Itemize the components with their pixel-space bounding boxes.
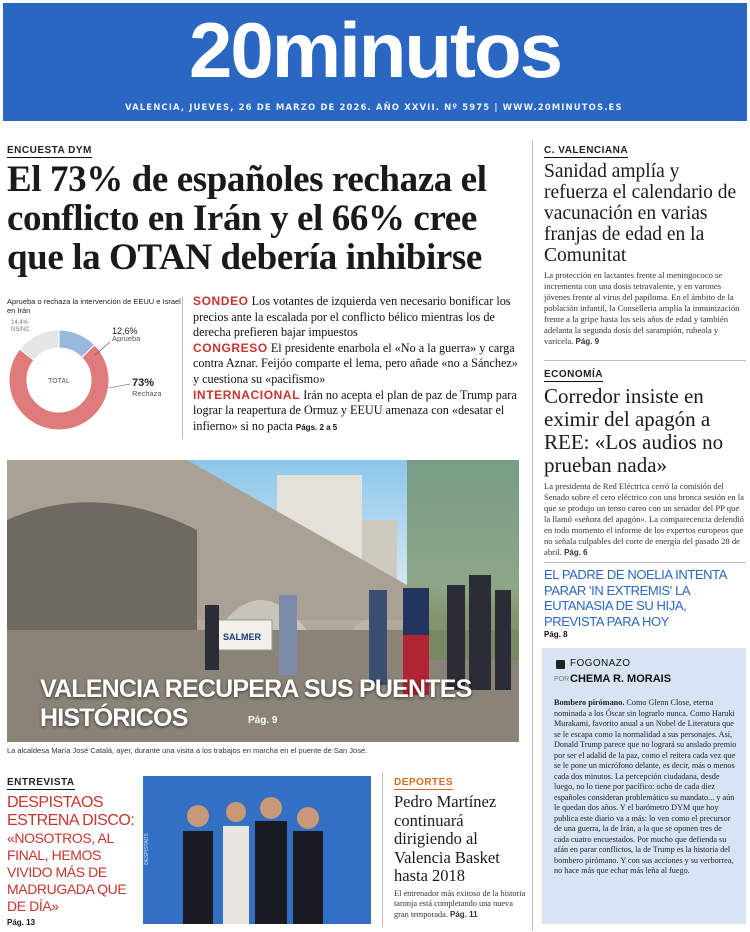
side-story-ree	[544, 360, 746, 558]
hero-page[interactable]: Pág. 9	[248, 715, 278, 726]
fogonazo-title: Bombero pirómano.	[554, 698, 625, 707]
fogonazo-por: POR	[554, 676, 570, 683]
fire-icon	[556, 660, 565, 669]
text-internacional: Irán no acepta el plan de paz de Trump para lograr la reapertura de Ormuz y EEUU amenaza con «desatar el infierno» si no pacta	[193, 387, 517, 433]
tag-sondeo: SONDEO	[193, 294, 249, 308]
deportes-kicker: DEPORTES	[394, 777, 454, 788]
side3-headline[interactable]: EL PADRE DE NOELIA INTENTA PARAR 'IN EXTREMIS' LA EUTANASIA DE SU HIJA, PREVISTA PARA HOY	[544, 567, 727, 629]
label-nsnc-value: 14,4%	[11, 320, 29, 326]
fogonazo-box	[542, 648, 746, 924]
lead-kicker-wrap	[7, 140, 92, 158]
hero-caption[interactable]: VALENCIA RECUPERA SUS PUENTES HISTÓRICOS	[40, 675, 472, 732]
fogonazo-author: CHEMA R. MORAIS	[570, 673, 672, 685]
chart-title: Aprueba o rechaza la intervención de EEUU e Israel en Irán	[7, 297, 181, 315]
band-photo-credit: DESPISTAOS	[143, 833, 150, 865]
side2-page[interactable]: Pág. 6	[564, 548, 588, 557]
lead-headline[interactable]: El 73% de españoles rechaza el conflicto en Irán y el 66% cree que la OTAN debería inhibirse	[7, 159, 487, 278]
side3-page[interactable]: Pág. 8	[544, 630, 568, 639]
chart-center-label: TOTAL	[48, 378, 70, 385]
side2-body	[544, 481, 746, 558]
newspaper-logo[interactable]: 20minutos	[188, 6, 562, 94]
side2-headline[interactable]: Corredor insiste en eximir del apagón a REE: «Los audios no prueban nada»	[544, 384, 724, 477]
text-congreso: El presidente enarbola el «No a la guerra» y carga contra Aznar. Feijóo comparte el lema, pero añade «no a Sánchez» y cuestiona su «pacifismo»	[193, 340, 518, 386]
fogonazo-label: FOGONAZO	[570, 658, 631, 669]
side2-body-text: La presidenta de Red Eléctrica cerró la comisión del Senado sobre el cero eléctrico con una bronca sesión en la que se produjo un tenso careo con un senador del PP que la llamó «señora del apagón». La comparecencia defendió en todo momento el informe de los expertos europeos que no señala culpables del corte de energía del pasado 28 de abril.	[544, 481, 744, 557]
tag-congreso: CONGRESO	[193, 340, 268, 355]
side1-headline[interactable]: Sanidad amplía y refuerza el calendario de vacunación en varias franjas de edad en la Comunitat	[544, 161, 737, 266]
text-sondeo: Los votantes de izquierda ven necesario bonificar los precios ante la escalada por el conflicto bélico mientras los de derecha prefieren bajar impuestos	[193, 294, 511, 340]
side1-body	[544, 270, 746, 347]
deportes-headline[interactable]: Pedro Martínez continuará dirigiendo al Valencia Basket hasta 2018	[394, 792, 500, 885]
deportes-body-text: El entrenador más exitoso de la historia taronja está completando una nueva gran temporada.	[394, 888, 526, 919]
side1-kicker: C. VALENCIANA	[544, 145, 629, 156]
label-rechaza: Rechaza	[132, 389, 162, 398]
label-rechaza-value: 73%	[132, 377, 155, 389]
summary-sondeo	[193, 294, 523, 341]
deportes-page[interactable]: Pág. 11	[449, 909, 478, 919]
summary-congreso	[193, 341, 523, 388]
fogonazo-body: Como Glenn Close, eterna nominada a los Óscar sin lograrlo nunca. Como Haruki Murakami, favorito anual a un Nobel de Literatura que se le escapa como la normalidad a sus personajes. Así, Donald Trump parece que no logrará su anslado premio por ser el adalid de la paz, como el reitera cada vez que se le pone un micrófono delante, es decir, más o menos cada dos minutos. La percepción ciudadana, desde luego, no lo tiene por pacífico: ocho de cada diez españoles consideran problemático su mandato... y aún le quedan dos años. Y el barómetro DYM que hoy publica este diario va a más: lo ven como el precursor de una guerra, la de Irán, a la que se oponen tres de cada cuatro encuestados. Por mucho que defienda su afán en parar conflictos, la de Trump es la historia del bombero pirómano. Y con sus acciones y su verborrea, no hace más que echar más leña al fuego.	[554, 698, 737, 875]
fogonazo-text	[554, 698, 738, 877]
side1-body-text: La protección en lactantes frente al meningococo se incrementa con una dosis tetravalente, y en varones jóvenes frente al virus del papiloma. En el ámbito de la población infantil, la Conselleria amplía la inmunización frente a la gripe hasta los seis años de edad y también adelanta la segunda dosis del sarampión, rubeola y varicela.	[544, 270, 740, 346]
band-photo[interactable]	[143, 776, 371, 924]
deportes-body	[394, 889, 526, 921]
lead-summary	[193, 294, 523, 435]
entrevista-kicker: ENTREVISTA	[7, 777, 75, 788]
lead-pages[interactable]: Págs. 2 a 5	[295, 422, 338, 432]
side-story-vacunacion	[544, 140, 746, 347]
entrevista-block	[7, 772, 137, 927]
side-story-noelia	[544, 562, 746, 639]
label-aprueba: Aprueba	[112, 334, 141, 343]
masthead	[3, 3, 747, 121]
entrevista-quote[interactable]: «NOSOTROS, AL FINAL, HEMOS VIVIDO MÁS DE MADRUGADA QUE DE DÍA»	[7, 830, 127, 914]
label-aprueba-value: 12,6%	[112, 326, 138, 336]
hero-sign: SALMER	[223, 632, 261, 642]
side2-kicker: ECONOMÍA	[544, 369, 603, 380]
entrevista-page[interactable]: Pág. 13	[7, 918, 36, 927]
entrevista-headline[interactable]: DESPISTAOS ESTRENA DISCO:	[7, 794, 135, 829]
side1-page[interactable]: Pág. 9	[575, 337, 600, 346]
deportes-block	[394, 772, 526, 920]
donut-chart	[2, 310, 182, 440]
lead-kicker: ENCUESTA DYM	[7, 145, 92, 156]
band-illustration	[143, 776, 371, 924]
hero-credit: La alcaldesa María José Catalá, ayer, durante una visita a los trabajos en marcha en el puente de San José.	[7, 746, 368, 755]
summary-internacional	[193, 388, 523, 436]
tag-internacional: INTERNACIONAL	[193, 387, 301, 402]
label-nsnc: NS/NC	[11, 327, 30, 333]
date-line: VALENCIA, JUEVES, 26 DE MARZO DE 2026. AÑO XXVII. Nº 5975 | WWW.20MINUTOS.ES	[125, 103, 623, 113]
donut-slice-rechaza	[9, 345, 109, 430]
